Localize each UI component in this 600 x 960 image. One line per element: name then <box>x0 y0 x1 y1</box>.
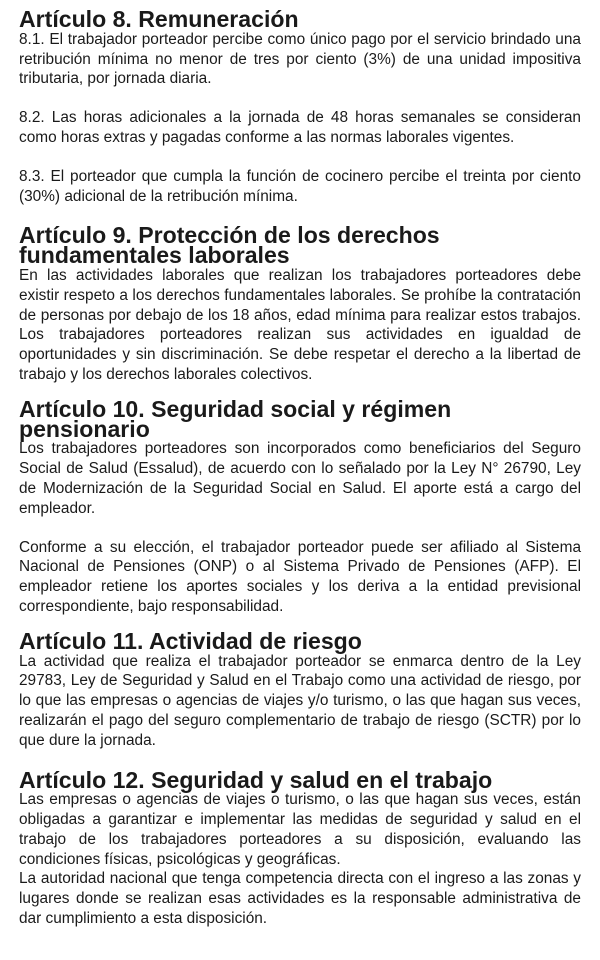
article-9 <box>19 222 581 384</box>
article-8 <box>19 6 581 206</box>
article-12-paragraph-1: Las empresas o agencias de viajes o turismo, o las que hagan sus veces, están obligadas a garantizar e implementar las medidas de seguridad y salud en el trabajo de los trabajadores porteadores a su disposición, evaluando las condiciones físicas, psicológicas y geográficas. <box>19 791 581 868</box>
article-10 <box>19 395 581 617</box>
article-8-heading: Artículo 8. Remuneración <box>19 6 299 32</box>
article-12-heading: Artículo 12. Seguridad y salud en el trabajo <box>19 766 493 793</box>
article-11-heading: Artículo 11. Actividad de riesgo <box>19 627 362 654</box>
article-11-paragraph-1: La actividad que realiza el trabajador porteador se enmarca dentro de la Ley 29783, Ley de Seguridad y Salud en el Trabajo como una actividad de riesgo, por lo que las empresas o agencias de viajes y/o turismo, o las que hagan sus veces, realizarán el pago del seguro complementario de trabajo de riesgo (SCTR) por lo que dure la jornada. <box>19 652 581 749</box>
article-10-heading: Artículo 10. Seguridad social y régimen pensionario <box>19 395 452 442</box>
article-10-paragraph-1: Los trabajadores porteadores son incorporados como beneficiarios del Seguro Social de Salud (Essalud), de acuerdo con lo señalado por la Ley N° 26790, Ley de Modernización de la Seguridad Social en Salud. El aporte está a cargo del empleador. <box>19 440 581 517</box>
article-8-paragraph-1: 8.1. El trabajador porteador percibe como único pago por el servicio brindado una retribución mínima no menor de tres por ciento (3%) de una unidad impositiva tributaria, por jornada diaria. <box>19 30 581 88</box>
article-8-paragraph-3: 8.3. El porteador que cumpla la función de cocinero percibe el treinta por ciento (30%) adicional de la retribución mínima. <box>19 167 581 205</box>
article-9-paragraph-1: En las actividades laborales que realizan los trabajadores porteadores debe existir respeto a los derechos fundamentales laborales. Se prohíbe la contratación de personas por debajo de los 18 años, edad mínima para realizar estos trabajos. Los trabajadores porteadores realizan sus actividades en igualdad de oportunidades y sin discriminación. Se debe respetar el derecho a la libertad de trabajo y los derechos laborales colectivos. <box>19 266 581 383</box>
article-10-paragraph-2: Conforme a su elección, el trabajador porteador puede ser afiliado al Sistema Nacional de Pensiones (ONP) o al Sistema Privado de Pensiones (AFP). El empleador retiene los aportes sociales y los deriva a la entidad previsional correspondiente, bajo responsabilidad. <box>19 538 581 615</box>
article-8-paragraph-2: 8.2. Las horas adicionales a la jornada de 48 horas semanales se consideran como horas extras y pagadas conforme a las normas laborales vigentes. <box>19 109 581 146</box>
article-12-paragraph-2: La autoridad nacional que tenga competencia directa con el ingreso a las zonas y lugares donde se realizan esas actividades es la responsable administrativa de dar cumplimiento a esta disposición. <box>19 870 581 928</box>
article-12 <box>19 766 581 929</box>
document-page <box>19 6 581 943</box>
article-11 <box>19 627 581 751</box>
article-9-heading: Artículo 9. Protección de los derechos fundamentales laborales <box>19 222 440 269</box>
